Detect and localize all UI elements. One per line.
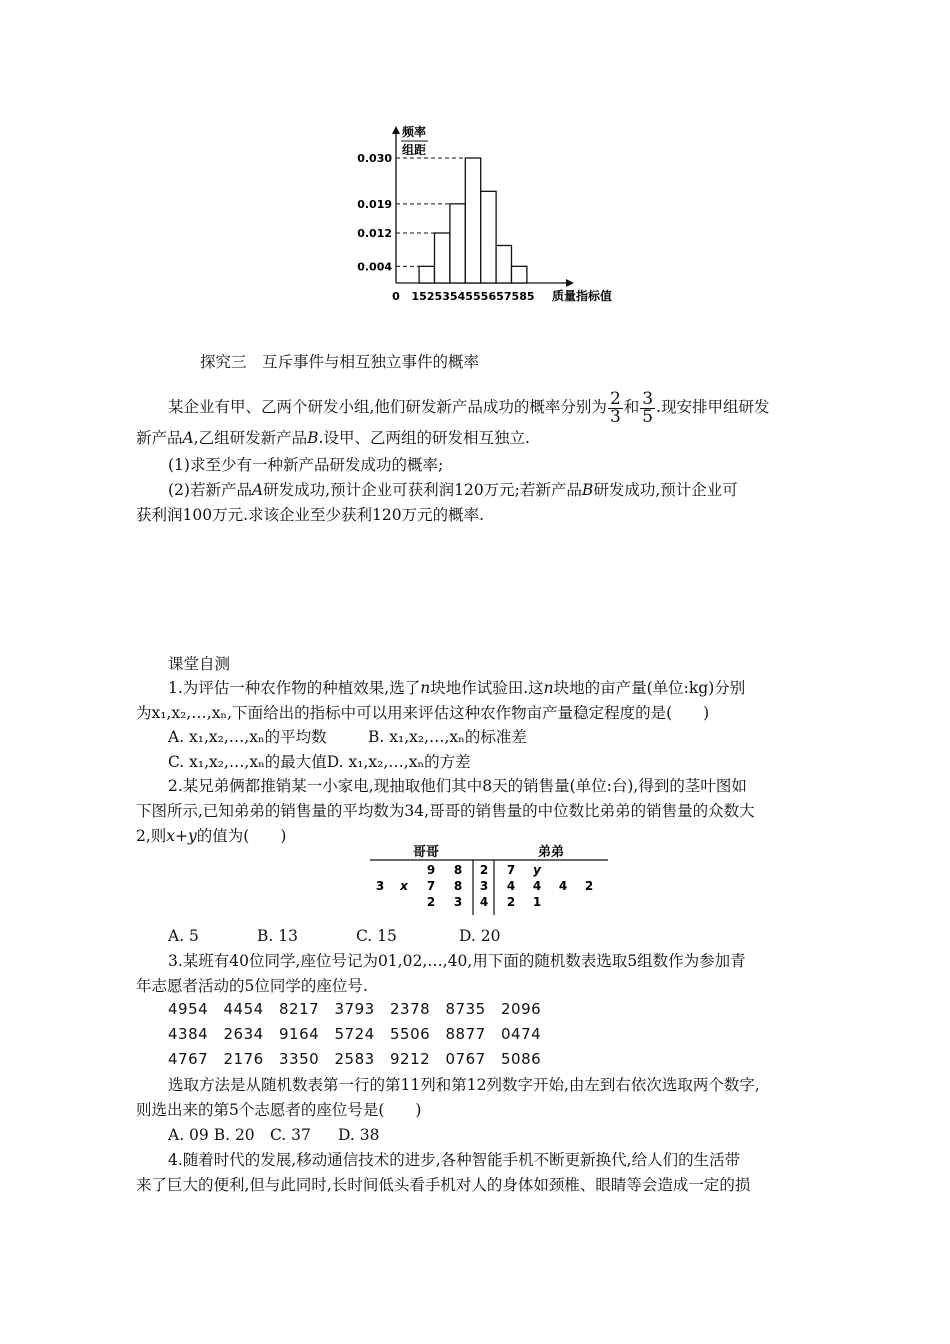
- random-number-cell: 2634: [223, 1025, 264, 1043]
- q3-line: 选取方法是从随机数表第一行的第11列和第12列数字开始,由左到右依次选取两个数字,: [168, 1076, 760, 1094]
- q2-line: 2.某兄弟俩都推销某一小家电,现抽取他们其中8天的销售量(单位:台),得到的茎叶图如: [168, 777, 747, 795]
- stem-leaf-plot: [0, 842, 950, 922]
- text: .现安排甲组研发: [656, 398, 770, 416]
- random-number-cell: 0474: [501, 1025, 542, 1043]
- left-leaf: 8: [453, 879, 463, 893]
- text: ,乙组研发新产品: [193, 429, 308, 447]
- denominator: 5: [642, 406, 654, 427]
- text: 研发成功,预计企业可获利润120万元;若新产品: [263, 481, 582, 499]
- y-tick-label: 0.004: [357, 260, 392, 274]
- random-number-cell: 2176: [223, 1050, 264, 1068]
- text: 1.为评估一种农作物的种植效果,选了: [168, 679, 421, 697]
- random-number-cell: 8735: [445, 1000, 486, 1018]
- x-tick-label: 65: [488, 290, 504, 303]
- histogram-bar: [465, 158, 480, 283]
- left-title: 哥哥: [412, 845, 440, 860]
- y-axis-label-bottom: 组距: [402, 143, 427, 157]
- q2-option-c: C. 15: [356, 927, 397, 945]
- x-tick-label: 45: [457, 290, 473, 303]
- q3-line: 年志愿者活动的5位同学的座位号.: [136, 977, 368, 995]
- variable: n: [543, 679, 554, 697]
- text: 和: [623, 398, 640, 416]
- question-2: [168, 480, 738, 500]
- stem: 2: [479, 863, 489, 877]
- random-number-cell: 8877: [445, 1025, 486, 1043]
- paragraph-line: [168, 384, 770, 430]
- q3-line: 3.某班有40位同学,座位号记为01,02,…,40,用下面的随机数表选取5组数作为参加青: [168, 952, 746, 970]
- text: 的值为( ): [196, 827, 287, 845]
- text: 块地作试验田.这: [430, 679, 544, 697]
- variable: n: [420, 679, 431, 697]
- x-axis-arrow: [566, 279, 574, 287]
- random-number-cell: 5506: [390, 1025, 431, 1043]
- left-leaf: 3: [453, 895, 463, 909]
- variable: A: [182, 429, 194, 447]
- right-leaf: 2: [506, 895, 516, 909]
- random-number-cell: 2378: [390, 1000, 431, 1018]
- left-leaf: 3: [375, 879, 385, 893]
- numerator: 2: [609, 388, 621, 409]
- origin-label: 0: [392, 290, 400, 303]
- q1-line: 为x₁,x₂,…,xₙ,下面给出的指标中可以用来评估这种农作物亩产量稳定程度的是( ): [136, 704, 710, 722]
- q3-line: 则选出来的第5个志愿者的座位号是( ): [136, 1101, 422, 1119]
- random-number-cell: 3793: [334, 1000, 375, 1018]
- q2-option-b: B. 13: [257, 927, 298, 945]
- x-tick-label: 35: [442, 290, 458, 303]
- histogram-bar: [450, 204, 465, 283]
- random-number-cell: 3350: [279, 1050, 320, 1068]
- y-tick-label: 0.030: [357, 152, 392, 165]
- x-axis-label: 质量指标值: [552, 289, 613, 303]
- random-number-cell: 2583: [334, 1050, 375, 1068]
- text: 块地的亩产量(单位:kg)分别: [553, 679, 746, 697]
- right-leaf: y: [533, 863, 541, 877]
- histogram-bar: [512, 266, 527, 283]
- random-number-cell: 5086: [501, 1050, 542, 1068]
- numerator: 3: [642, 388, 654, 409]
- random-number-cell: 4384: [168, 1025, 209, 1043]
- left-leaf: x: [400, 879, 408, 893]
- random-number-cell: 8217: [279, 1000, 320, 1018]
- text: 2,则: [136, 827, 167, 845]
- denominator: 3: [609, 406, 621, 427]
- right-leaf: 4: [558, 879, 568, 893]
- x-tick-label: 85: [519, 290, 535, 303]
- stem: 4: [479, 895, 489, 909]
- variable: x+y: [166, 827, 197, 845]
- left-leaf: 7: [426, 879, 436, 893]
- y-axis-arrow: [392, 126, 400, 134]
- random-number-cell: 9212: [390, 1050, 431, 1068]
- random-number-cell: 5724: [334, 1025, 375, 1043]
- histogram-bar: [419, 266, 434, 283]
- q4-line: 来了巨大的便利,但与此同时,长时间低头看手机对人的身体如颈椎、眼睛等会造成一定的损: [136, 1176, 751, 1194]
- y-axis-label-top: 频率: [402, 125, 427, 139]
- q1-option-cd: C. x₁,x₂,…,xₙ的最大值D. x₁,x₂,…,xₙ的方差: [168, 753, 471, 771]
- section-title: 探究三 互斥事件与相互独立事件的概率: [200, 353, 480, 371]
- q1-line: [168, 678, 745, 698]
- q1-option-b: B. x₁,x₂,…,xₙ的标准差: [368, 728, 527, 746]
- q3-option-ab: A. 09 B. 20: [168, 1126, 255, 1144]
- right-leaf: 4: [506, 879, 516, 893]
- frequency-histogram: [0, 0, 950, 320]
- right-leaf: 4: [532, 879, 542, 893]
- q2-option-a: A. 5: [168, 927, 199, 945]
- variable: A: [251, 481, 264, 499]
- y-tick-label: 0.019: [357, 197, 392, 211]
- stem: 3: [479, 879, 489, 893]
- right-leaf: 7: [506, 863, 516, 877]
- left-leaf: 9: [426, 863, 436, 877]
- histogram-bar: [435, 233, 450, 283]
- text: 某企业有甲、乙两个研发小组,他们研发新产品成功的概率分别为: [168, 398, 607, 416]
- text: (2)若新产品: [168, 481, 252, 499]
- right-leaf: 1: [532, 895, 542, 909]
- right-title: 弟弟: [537, 845, 565, 860]
- paragraph-line: [136, 428, 530, 448]
- x-tick-label: 15: [411, 290, 427, 303]
- random-number-cell: 0767: [445, 1050, 486, 1068]
- q2-line: 下图所示,已知弟弟的销售量的平均数为34,哥哥的销售量的中位数比弟弟的销售量的众数大: [136, 802, 755, 820]
- q1-option-a: A. x₁,x₂,…,xₙ的平均数: [168, 728, 327, 746]
- q4-line: 4.随着时代的发展,移动通信技术的进步,各种智能手机不断更新换代,给人们的生活带: [168, 1151, 741, 1169]
- x-tick-label: 25: [426, 290, 443, 303]
- left-leaf: 2: [426, 895, 436, 909]
- random-number-cell: 4954: [168, 1000, 209, 1018]
- random-number-cell: 2096: [501, 1000, 542, 1018]
- q3-option-d: D. 38: [338, 1126, 380, 1144]
- left-leaf: 8: [453, 863, 463, 877]
- fraction: [608, 388, 623, 427]
- x-tick-label: 55: [473, 290, 489, 303]
- variable: B: [307, 429, 319, 447]
- histogram-bar: [481, 191, 496, 283]
- variable: B: [581, 481, 594, 499]
- fraction: [640, 388, 655, 427]
- histogram-bar: [496, 246, 511, 284]
- q3-option-c: C. 37: [270, 1126, 311, 1144]
- selftest-title: 课堂自测: [168, 655, 231, 673]
- y-tick-label: 0.012: [357, 227, 392, 240]
- random-number-cell: 4767: [168, 1050, 209, 1068]
- question-1: (1)求至少有一种新产品研发成功的概率;: [168, 456, 444, 474]
- q2-option-d: D. 20: [459, 927, 501, 945]
- question-2-continued: 获利润100万元.求该企业至少获利120万元的概率.: [136, 506, 485, 524]
- text: 新产品: [136, 429, 183, 447]
- random-number-cell: 9164: [279, 1025, 320, 1043]
- text: .设甲、乙两组的研发相互独立.: [318, 429, 530, 447]
- x-tick-label: 75: [503, 290, 520, 303]
- text: 研发成功,预计企业可: [593, 481, 738, 499]
- right-leaf: 2: [584, 879, 594, 893]
- random-number-cell: 4454: [223, 1000, 264, 1018]
